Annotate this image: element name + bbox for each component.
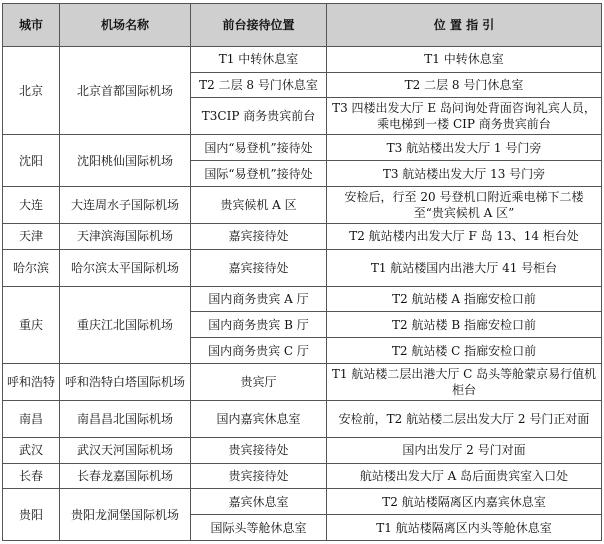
airport-cell: 贵阳龙洞堡国际机场: [60, 489, 191, 541]
guide-cell: T1 航站楼二层出港大厅 C 岛头等舱蒙京易行值机柜台: [327, 363, 602, 400]
guide-cell: 航站楼出发大厅 A 岛后面贵宾室入口处: [327, 463, 602, 489]
city-cell: 贵阳: [3, 489, 60, 541]
table-row: [3, 249, 602, 286]
city-cell: 长春: [3, 463, 60, 489]
guide-cell: T1 航站楼隔离区内头等舱休息室: [327, 515, 602, 541]
city-cell: 呼和浩特: [3, 363, 60, 400]
guide-cell: T2 航站楼 B 指廊安检口前: [327, 312, 602, 338]
table-row: [3, 400, 602, 437]
table-row: [3, 223, 602, 249]
airport-cell: 呼和浩特白塔国际机场: [60, 363, 191, 400]
desk-cell: 嘉宾接待处: [191, 223, 327, 249]
desk-cell: 国内商务贵宾 C 厅: [191, 338, 327, 364]
airport-cell: 南昌昌北国际机场: [60, 400, 191, 437]
guide-cell: 安检前，T2 航站楼二层出发大厅 2 号门正对面: [327, 400, 602, 437]
table-row: [3, 286, 602, 312]
airport-cell: 武汉天河国际机场: [60, 437, 191, 463]
desk-cell: T1 中转休息室: [191, 47, 327, 73]
guide-cell: T2 航站楼 C 指廊安检口前: [327, 338, 602, 364]
city-cell: 重庆: [3, 286, 60, 363]
airport-cell: 沈阳桃仙国际机场: [60, 135, 191, 186]
airport-cell: 天津滨海国际机场: [60, 223, 191, 249]
guide-cell: T2 航站楼 A 指廊安检口前: [327, 286, 602, 312]
guide-cell: T3 四楼出发大厅 E 岛问询处背面咨询礼宾人员，乘电梯到一楼 CIP 商务贵宾前台: [327, 98, 602, 135]
guide-cell: T1 航站楼国内出港大厅 41 号柜台: [327, 249, 602, 286]
table-row: [3, 363, 602, 400]
guide-cell: T1 中转休息室: [327, 47, 602, 73]
desk-cell: 国内商务贵宾 B 厅: [191, 312, 327, 338]
header-city: 城市: [3, 4, 60, 47]
desk-cell: 国内商务贵宾 A 厅: [191, 286, 327, 312]
city-cell: 哈尔滨: [3, 249, 60, 286]
guide-cell: T2 二层 8 号门休息室: [327, 72, 602, 98]
city-cell: 天津: [3, 223, 60, 249]
desk-cell: T2 二层 8 号门休息室: [191, 72, 327, 98]
guide-cell: T3 航站楼出发大厅 13 号门旁: [327, 161, 602, 187]
table-row: [3, 47, 602, 73]
city-cell: 沈阳: [3, 135, 60, 186]
table-row: [3, 437, 602, 463]
desk-cell: 嘉宾休息室: [191, 489, 327, 515]
desk-cell: 贵宾接待处: [191, 463, 327, 489]
desk-cell: 国际头等舱休息室: [191, 515, 327, 541]
guide-cell: T3 航站楼出发大厅 1 号门旁: [327, 135, 602, 161]
airport-cell: 重庆江北国际机场: [60, 286, 191, 363]
desk-cell: 贵宾厅: [191, 363, 327, 400]
table-row: [3, 489, 602, 515]
desk-cell: T3CIP 商务贵宾前台: [191, 98, 327, 135]
guide-cell: 安检后，行至 20 号登机口附近乘电梯下二楼至“贵宾候机 A 区”: [327, 186, 602, 223]
guide-cell: T2 航站楼隔离区内嘉宾休息室: [327, 489, 602, 515]
table-row: [3, 186, 602, 223]
header-row: [3, 4, 602, 47]
airport-cell: 北京首都国际机场: [60, 47, 191, 135]
city-cell: 大连: [3, 186, 60, 223]
city-cell: 武汉: [3, 437, 60, 463]
header-guide: 位 置 指 引: [327, 4, 602, 47]
airport-cell: 大连周水子国际机场: [60, 186, 191, 223]
header-airport: 机场名称: [60, 4, 191, 47]
desk-cell: 贵宾候机 A 区: [191, 186, 327, 223]
table-row: [3, 135, 602, 161]
desk-cell: 国内“易登机”接待处: [191, 135, 327, 161]
city-cell: 北京: [3, 47, 60, 135]
desk-cell: 贵宾接待处: [191, 437, 327, 463]
guide-cell: 国内出发厅 2 号门对面: [327, 437, 602, 463]
header-desk: 前台接待位置: [191, 4, 327, 47]
guide-cell: T2 航站楼内出发大厅 F 岛 13、14 柜台处: [327, 223, 602, 249]
desk-cell: 国际“易登机”接待处: [191, 161, 327, 187]
airport-cell: 哈尔滨太平国际机场: [60, 249, 191, 286]
desk-cell: 嘉宾接待处: [191, 249, 327, 286]
table-row: [3, 463, 602, 489]
city-cell: 南昌: [3, 400, 60, 437]
airport-cell: 长春龙嘉国际机场: [60, 463, 191, 489]
airport-vip-table: [2, 3, 602, 541]
desk-cell: 国内嘉宾休息室: [191, 400, 327, 437]
